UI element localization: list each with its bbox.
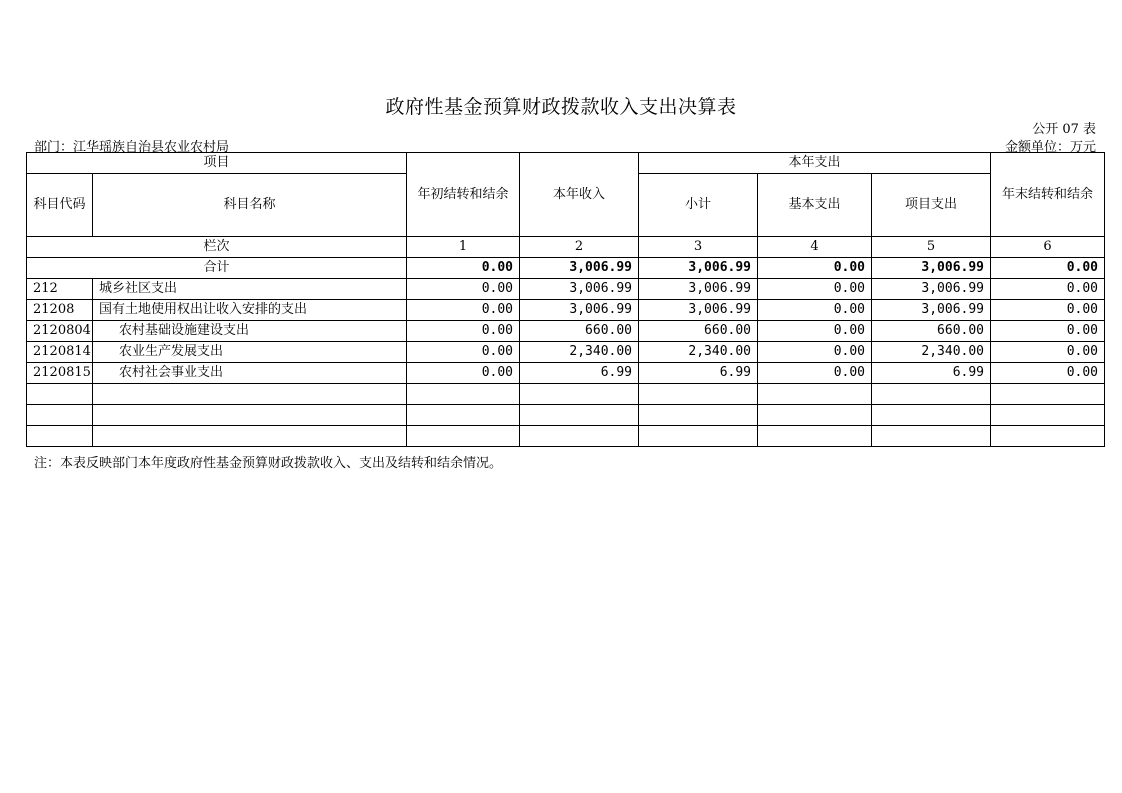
table-row <box>27 321 1105 342</box>
row-value: 0.00 <box>407 321 520 342</box>
row-value: 0.00 <box>758 279 872 300</box>
row-value: 0.00 <box>407 363 520 384</box>
total-value: 0.00 <box>758 258 872 279</box>
header-begin-balance: 年初结转和结余 <box>407 153 520 237</box>
row-value: 3,006.99 <box>872 300 991 321</box>
col-number: 5 <box>872 237 991 258</box>
row-value: 0.00 <box>758 321 872 342</box>
header-project: 项目支出 <box>872 174 991 237</box>
empty-row <box>27 384 1105 405</box>
col-number: 3 <box>639 237 758 258</box>
row-value: 6.99 <box>520 363 639 384</box>
row-value: 0.00 <box>407 300 520 321</box>
department-label: 部门：江华瑶族自治县农业农村局 <box>34 140 230 155</box>
row-name: 农业生产发展支出 <box>93 342 407 363</box>
row-value: 0.00 <box>991 363 1105 384</box>
table-row <box>27 342 1105 363</box>
row-value: 0.00 <box>758 300 872 321</box>
row-value: 660.00 <box>520 321 639 342</box>
header-code: 科目代码 <box>27 174 93 237</box>
row-value: 0.00 <box>407 279 520 300</box>
row-value: 3,006.99 <box>639 300 758 321</box>
col-number: 1 <box>407 237 520 258</box>
table-row <box>27 300 1105 321</box>
row-value: 2,340.00 <box>872 342 991 363</box>
row-value: 0.00 <box>991 279 1105 300</box>
total-value: 3,006.99 <box>639 258 758 279</box>
total-value: 3,006.99 <box>872 258 991 279</box>
footnote: 注：本表反映部门本年度政府性基金预算财政拨款收入、支出及结转和结余情况。 <box>34 456 503 471</box>
col-number: 2 <box>520 237 639 258</box>
row-value: 3,006.99 <box>872 279 991 300</box>
page-title: 政府性基金预算财政拨款收入支出决算表 <box>385 96 737 118</box>
header-basic: 基本支出 <box>758 174 872 237</box>
total-row <box>27 258 1105 279</box>
row-code: 21208 <box>27 300 93 321</box>
col-number: 4 <box>758 237 872 258</box>
budget-table <box>26 152 1105 447</box>
row-value: 660.00 <box>872 321 991 342</box>
header-name: 科目名称 <box>93 174 407 237</box>
col-number: 6 <box>991 237 1105 258</box>
row-value: 0.00 <box>991 321 1105 342</box>
row-value: 3,006.99 <box>639 279 758 300</box>
total-value: 3,006.99 <box>520 258 639 279</box>
total-label: 合计 <box>27 258 407 279</box>
row-name: 农村基础设施建设支出 <box>93 321 407 342</box>
row-code: 2120804 <box>27 321 93 342</box>
row-value: 0.00 <box>991 342 1105 363</box>
row-value: 0.00 <box>991 300 1105 321</box>
total-value: 0.00 <box>407 258 520 279</box>
form-number: 公开 07 表 <box>1032 122 1096 137</box>
unit-label: 金额单位：万元 <box>1004 140 1096 155</box>
total-value: 0.00 <box>991 258 1105 279</box>
row-name: 农村社会事业支出 <box>93 363 407 384</box>
row-value: 0.00 <box>758 363 872 384</box>
table-row <box>27 363 1105 384</box>
row-name: 国有土地使用权出让收入安排的支出 <box>93 300 407 321</box>
row-code: 2120814 <box>27 342 93 363</box>
empty-row <box>27 426 1105 447</box>
header-item: 项目 <box>27 153 407 174</box>
empty-row <box>27 405 1105 426</box>
row-value: 0.00 <box>758 342 872 363</box>
row-value: 0.00 <box>407 342 520 363</box>
row-index-label: 栏次 <box>27 237 407 258</box>
table-row <box>27 279 1105 300</box>
row-value: 3,006.99 <box>520 300 639 321</box>
row-value: 2,340.00 <box>639 342 758 363</box>
row-value: 6.99 <box>872 363 991 384</box>
header-end-balance: 年末结转和结余 <box>991 153 1105 237</box>
row-code: 2120815 <box>27 363 93 384</box>
row-value: 6.99 <box>639 363 758 384</box>
row-code: 212 <box>27 279 93 300</box>
row-value: 2,340.00 <box>520 342 639 363</box>
header-income: 本年收入 <box>520 153 639 237</box>
row-value: 3,006.99 <box>520 279 639 300</box>
header-expenditure: 本年支出 <box>639 153 991 174</box>
header-subtotal: 小计 <box>639 174 758 237</box>
row-value: 660.00 <box>639 321 758 342</box>
row-name: 城乡社区支出 <box>93 279 407 300</box>
